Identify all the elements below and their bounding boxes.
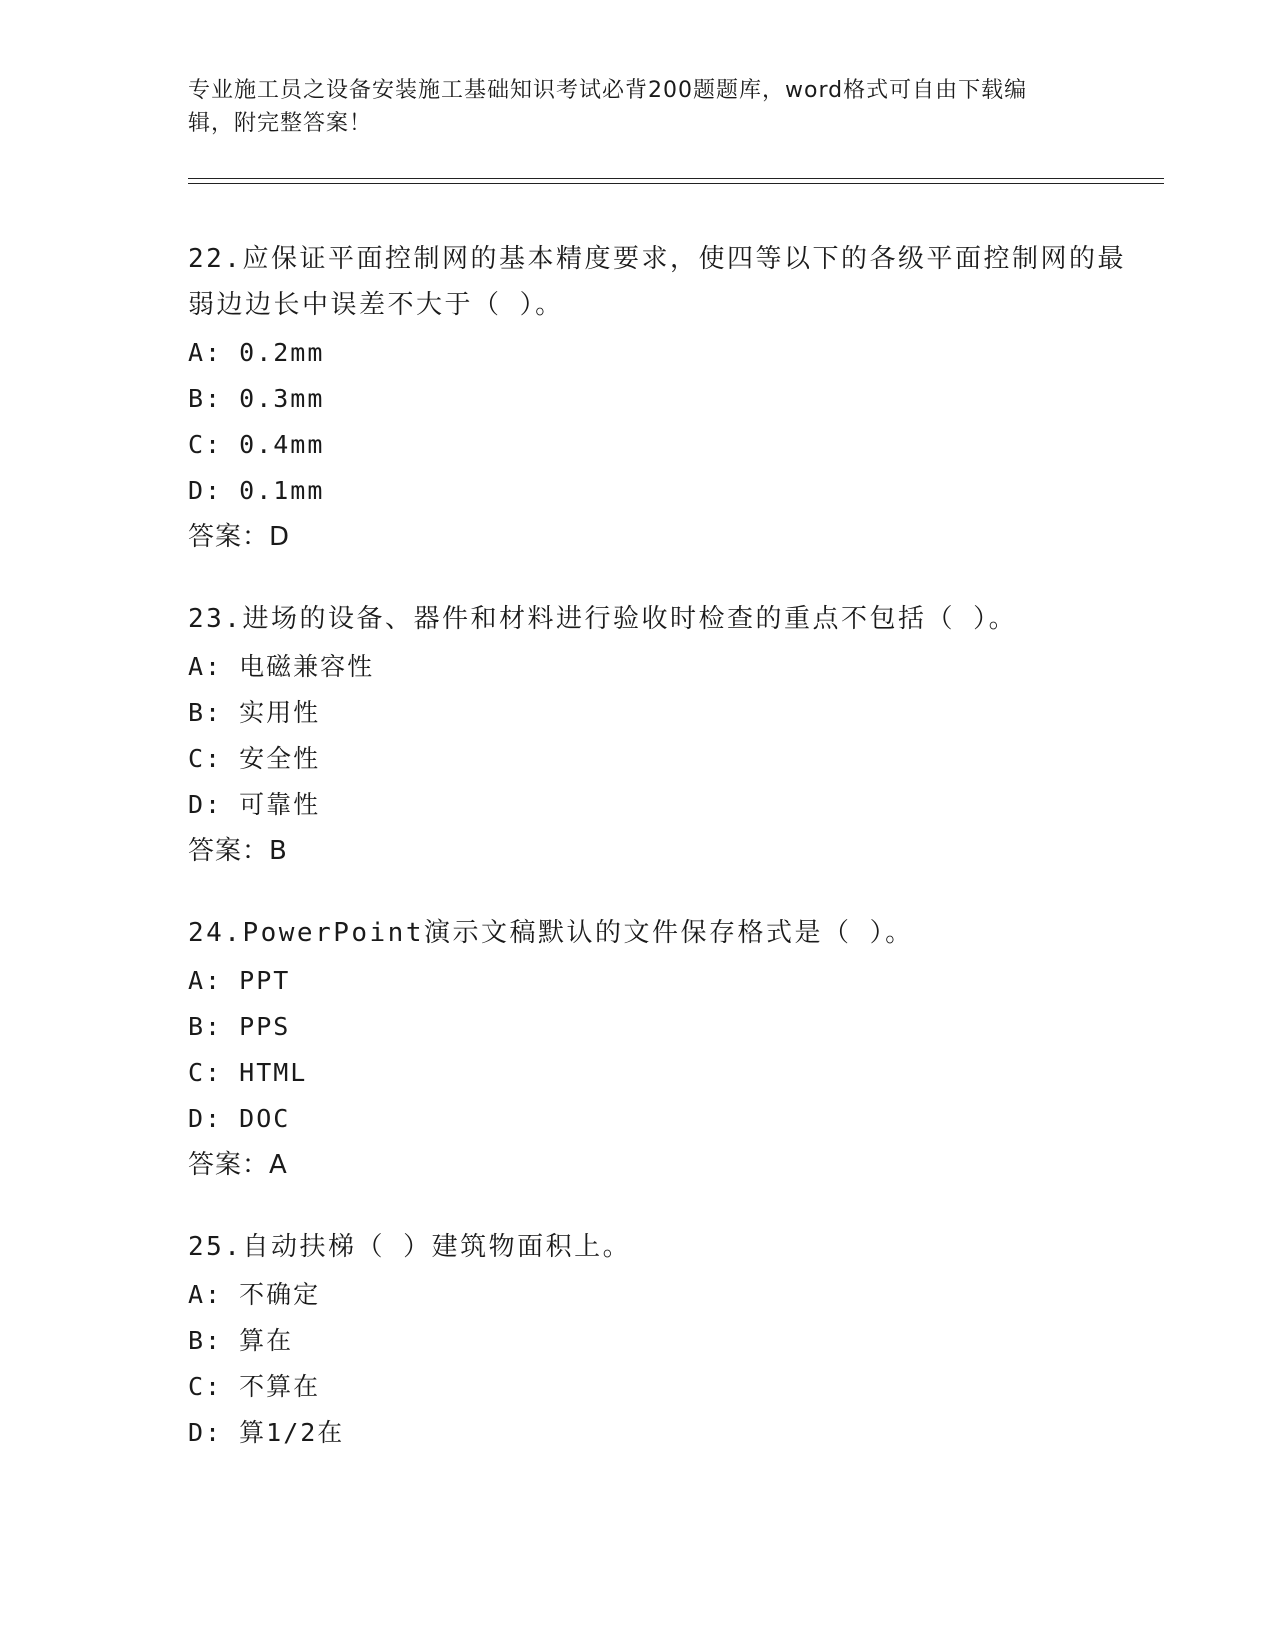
answer-line: 答案：D bbox=[188, 522, 291, 552]
question-list bbox=[188, 236, 1128, 1492]
header-divider-bottom bbox=[188, 183, 1164, 184]
option-d: D: 算1/2在 bbox=[188, 1418, 345, 1447]
option-b: B: 0.3mm bbox=[188, 384, 325, 413]
option-d: D: 可靠性 bbox=[188, 790, 321, 819]
question-25 bbox=[188, 1224, 1128, 1456]
option-c: C: 安全性 bbox=[188, 744, 321, 773]
question-23 bbox=[188, 596, 1128, 874]
answer-line: 答案：B bbox=[188, 836, 288, 866]
option-a: A: 不确定 bbox=[188, 1280, 321, 1309]
option-c: C: HTML bbox=[188, 1058, 308, 1087]
option-a: A: 0.2mm bbox=[188, 338, 325, 367]
option-d: D: DOC bbox=[188, 1104, 291, 1133]
option-b: B: PPS bbox=[188, 1012, 291, 1041]
option-b: B: 算在 bbox=[188, 1326, 294, 1355]
question-stem: 25.自动扶梯（ ）建筑物面积上。 bbox=[188, 1232, 632, 1262]
option-a: A: PPT bbox=[188, 966, 291, 995]
option-b: B: 实用性 bbox=[188, 698, 321, 727]
question-24 bbox=[188, 910, 1128, 1188]
option-c: C: 不算在 bbox=[188, 1372, 321, 1401]
question-stem: 23.进场的设备、器件和材料进行验收时检查的重点不包括（ ）。 bbox=[188, 604, 1018, 634]
question-stem: 24.PowerPoint演示文稿默认的文件保存格式是（ ）。 bbox=[188, 918, 914, 948]
question-22 bbox=[188, 236, 1128, 560]
header-divider-top bbox=[188, 178, 1164, 179]
document-header: 专业施工员之设备安装施工基础知识考试必背200题题库，word格式可自由下载编辑，附完整答案！ bbox=[188, 78, 1028, 136]
option-a: A: 电磁兼容性 bbox=[188, 652, 375, 681]
option-c: C: 0.4mm bbox=[188, 430, 325, 459]
option-d: D: 0.1mm bbox=[188, 476, 325, 505]
question-stem: 22.应保证平面控制网的基本精度要求，使四等以下的各级平面控制网的最弱边边长中误差不大于（ ）。 bbox=[188, 244, 1126, 320]
answer-line: 答案：A bbox=[188, 1150, 288, 1180]
